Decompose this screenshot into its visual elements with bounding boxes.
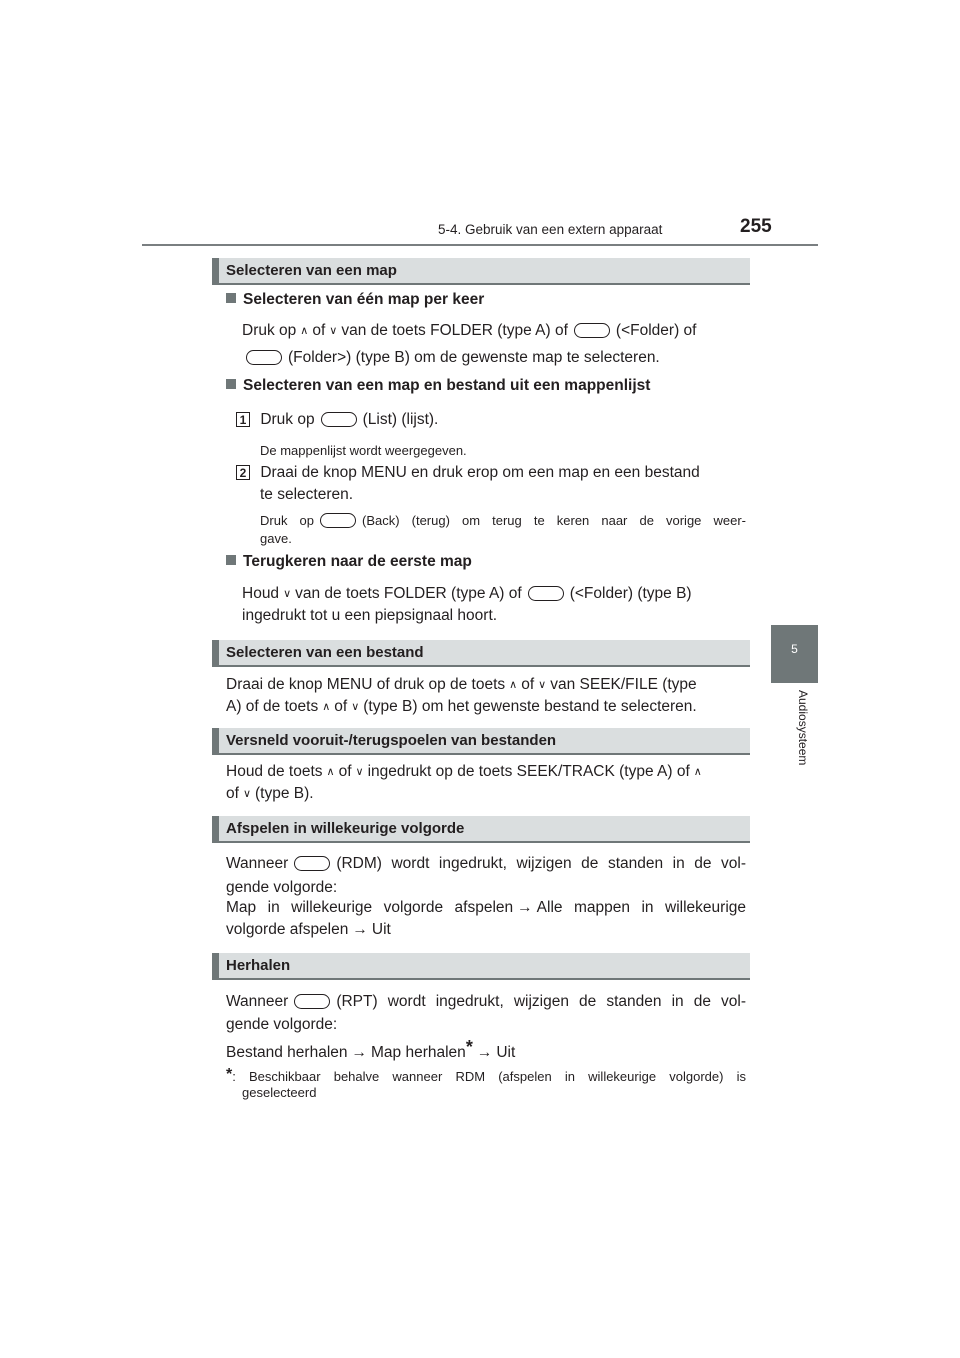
button-icon: [321, 412, 357, 427]
page-number: 255: [740, 216, 772, 237]
down-caret-icon: ∨: [283, 588, 292, 600]
select-file-line1: Draai de knop MENU of druk op de toets ∧ of ∨ van SEEK/FILE (type: [226, 674, 746, 696]
button-icon: [528, 586, 564, 601]
section-heading-select-file: Selecteren van een bestand: [212, 640, 750, 667]
chapter-tab: 5: [771, 625, 818, 683]
step-1-note: De mappenlijst wordt weergegeven.: [260, 443, 467, 458]
section-heading-random: Afspelen in willekeurige volgorde: [212, 816, 750, 843]
up-caret-icon: ∧: [693, 766, 702, 778]
down-caret-icon: ∨: [242, 788, 251, 800]
random-line1: Wanneer (RDM) wordt ingedrukt, wijzigen de standen in de vol-: [226, 855, 746, 872]
footnote-star: *: [465, 1037, 473, 1057]
step-number-badge: 1: [236, 412, 250, 427]
chapter-heading: 5-4. Gebruik van een extern apparaat: [438, 222, 663, 237]
button-icon: [574, 323, 610, 338]
button-icon: [320, 513, 356, 528]
down-caret-icon: ∨: [351, 701, 360, 713]
repeat-line2: gende volgorde:: [226, 1016, 338, 1033]
square-bullet-icon: [226, 293, 236, 303]
button-icon: [294, 994, 330, 1009]
header-divider: [142, 244, 818, 246]
paragraph-one-folder-line2: (Folder>) (type B) om de gewenste map te selecteren.: [242, 347, 746, 369]
step-1: 1 Druk op (List) (lijst).: [236, 409, 756, 431]
subheading-first-folder: Terugkeren naar de eerste map: [226, 553, 472, 571]
paragraph-one-folder-line1: Druk op ∧ of ∨ van de toets FOLDER (type A) of (<Folder) of: [242, 320, 746, 342]
section-heading-select-folder: Selecteren van een map: [212, 258, 750, 285]
up-caret-icon: ∧: [300, 325, 309, 337]
random-line2: gende volgorde:: [226, 879, 338, 896]
section-heading-repeat: Herhalen: [212, 953, 750, 980]
fast-forward-line2: of ∨ (type B).: [226, 783, 746, 805]
arrow-right-icon: →: [476, 1044, 493, 1061]
step-number-badge: 2: [236, 465, 250, 480]
step-2-note-line2: gave.: [260, 531, 292, 546]
chapter-tab-label: Audiosysteem: [796, 690, 810, 766]
section-heading-fast-forward: Versneld vooruit-/terugspoelen van bestanden: [212, 728, 750, 755]
fast-forward-line1: Houd de toets ∧ of ∨ ingedrukt op de toets SEEK/TRACK (type A) of ∧: [226, 761, 746, 783]
up-caret-icon: ∧: [326, 766, 335, 778]
arrow-right-icon: →: [351, 1044, 368, 1061]
footnote-line2: geselecteerd: [242, 1085, 317, 1100]
down-caret-icon: ∨: [329, 325, 338, 337]
paragraph-first-folder-line1: Houd ∨ van de toets FOLDER (type A) of (<Folder) (type B): [242, 583, 746, 605]
down-caret-icon: ∨: [355, 766, 364, 778]
select-file-line2: A) of de toets ∧ of ∨ (type B) om het gewenste bestand te selecteren.: [226, 696, 746, 718]
down-caret-icon: ∨: [538, 679, 547, 691]
arrow-right-icon: →: [517, 899, 533, 916]
subheading-one-folder: Selecteren van één map per keer: [226, 291, 484, 309]
subheading-folder-list: Selecteren van een map en bestand uit een mappenlijst: [226, 377, 650, 395]
random-line3: Map in willekeurige volgorde afspelen → Alle mappen in willekeurige: [226, 899, 747, 916]
button-icon: [294, 856, 330, 871]
step-2-note-line1: Druk op (Back) (terug) om terug te keren naar de vorige weer-: [260, 513, 746, 528]
button-icon: [246, 350, 282, 365]
up-caret-icon: ∧: [322, 701, 331, 713]
paragraph-first-folder-line2: ingedrukt tot u een piepsignaal hoort.: [242, 607, 498, 624]
arrow-right-icon: →: [352, 921, 368, 938]
random-line4: volgorde afspelen → Uit: [226, 921, 391, 938]
repeat-line1: Wanneer (RPT) wordt ingedrukt, wijzigen de standen in de vol-: [226, 993, 746, 1010]
footnote-line1: *: Beschikbaar behalve wanneer RDM (afspelen in willekeurige volgorde) is: [226, 1066, 746, 1084]
up-caret-icon: ∧: [509, 679, 518, 691]
step-2-line1: 2 Draai de knop MENU en druk erop om een map en een bestand: [236, 462, 756, 484]
repeat-line3: Bestand herhalen → Map herhalen* → Uit: [226, 1037, 516, 1061]
step-2-line2: te selecteren.: [260, 486, 354, 503]
square-bullet-icon: [226, 379, 236, 389]
square-bullet-icon: [226, 555, 236, 565]
